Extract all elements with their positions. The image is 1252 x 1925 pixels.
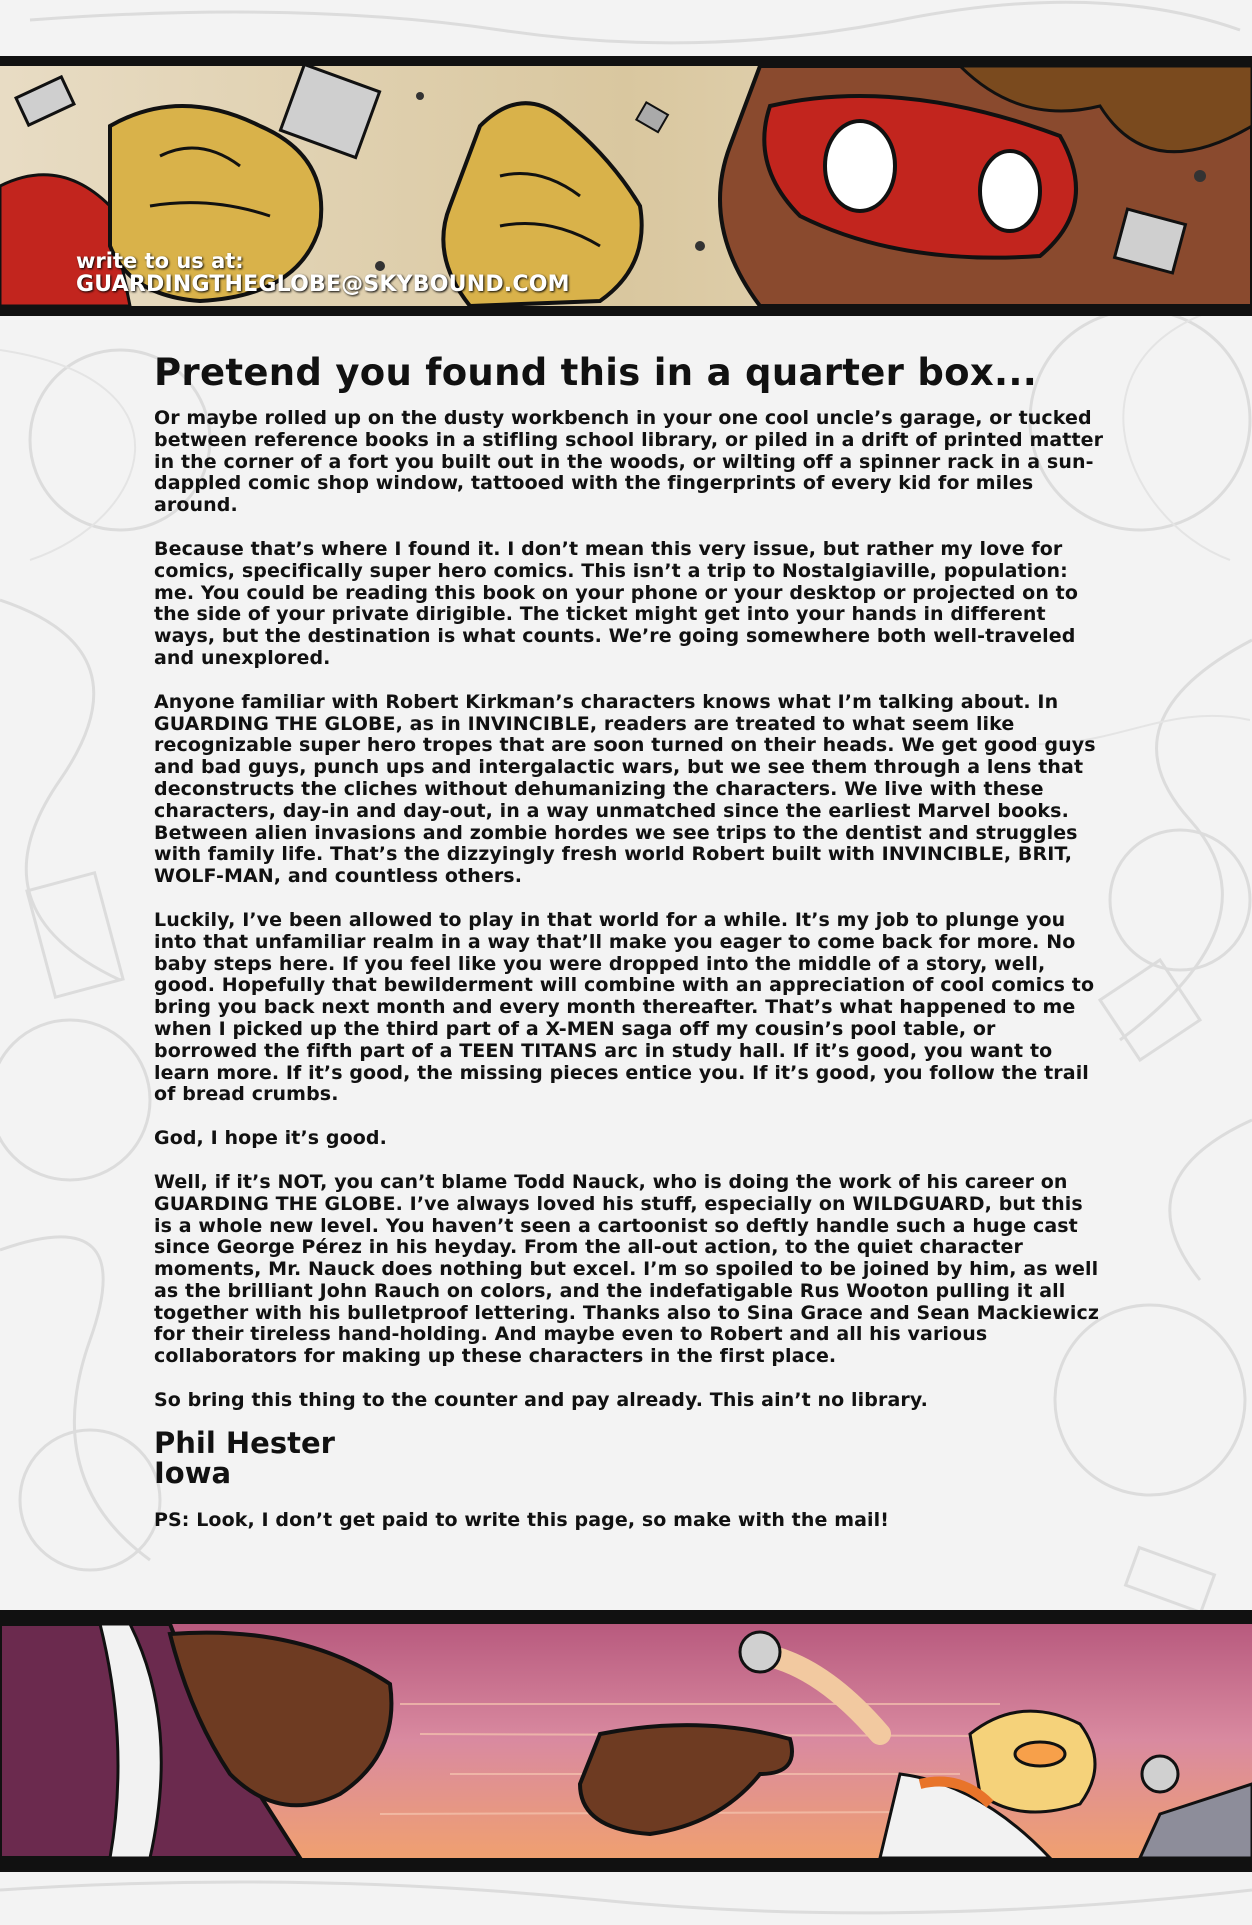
contact-info bbox=[76, 250, 570, 296]
contact-label: write to us at: bbox=[76, 249, 244, 273]
page-title: Pretend you found this in a quarter box... bbox=[154, 351, 1038, 394]
paragraph-1: Or maybe rolled up on the dusty workbench in your one cool uncle’s garage, or tucked between reference books in a stifling school library, or piled in a drift of printed matter in the corner of a fort you built out in the woods, or wilting off a spinner rack in a sun-dappled comic shop window, tattooed with the fingerprints of every kid for miles around. bbox=[154, 407, 1104, 517]
letters-column bbox=[154, 352, 1104, 1554]
contact-email[interactable]: GUARDINGTHEGLOBE@SKYBOUND.COM bbox=[76, 272, 570, 297]
postscript: PS: Look, I don’t get paid to write this page, so make with the mail! bbox=[154, 1508, 890, 1531]
signature-place: Iowa bbox=[154, 1455, 232, 1490]
signature bbox=[154, 1425, 1104, 1490]
paragraph-2: Because that’s where I found it. I don’t mean this very issue, but rather my love for comics, specifically super hero comics. This isn’t a trip to Nostalgiaville, population: me. You could be reading this book on your phone or your desktop or projected on to the side of your private dirigible. The ticket might get into your hands in different ways, but the destination is what counts. We’re going somewhere both well-traveled and unexplored. bbox=[154, 537, 1078, 669]
paragraph-6: Well, if it’s NOT, you can’t blame Todd Nauck, who is doing the work of his career on GUARDING THE GLOBE. I’ve always loved his stuff, especially on WILDGUARD, but this is a whole new level. You haven’t seen a cartoonist so deftly handle such a huge cast since George Pérez in his heyday. From the all-out action, to the quiet character moments, Mr. Nauck does nothing but excel. I’m so spoiled to be joined by him, as well as the brilliant John Rauch on colors, and the indefatigable Rus Wooton pulling it all together with his bulletproof lettering. Thanks also to Sina Grace and Sean Mackiewicz for their tireless hand-holding. And maybe even to Robert and all his various collaborators for making up these characters in the first place. bbox=[154, 1170, 1099, 1368]
signature-name: Phil Hester bbox=[154, 1425, 335, 1460]
paragraph-4: Luckily, I’ve been allowed to play in that world for a while. It’s my job to plunge you into that unfamiliar realm in a way that’ll make you eager to come back for more. No baby steps here. If you feel like you were dropped into the middle of a story, well, good. Hopefully that bewilderment will combine with an appreciation of cool comics to bring you back next month and every month thereafter. That’s what happened to me when I picked up the third part of a X-MEN saga off my cousin’s pool table, or borrowed the fifth part of a TEEN TITANS arc in study hall. If it’s good, you want to learn more. If it’s good, the missing pieces entice you. If it’s good, you follow the trail of bread crumbs. bbox=[154, 908, 1095, 1106]
bottom-banner-art bbox=[0, 1624, 1252, 1858]
paragraph-5: God, I hope it’s good. bbox=[154, 1127, 387, 1150]
bottom-comic-banner bbox=[0, 1610, 1252, 1872]
paragraph-3: Anyone familiar with Robert Kirkman’s characters knows what I’m talking about. In GUARDING THE GLOBE, as in INVINCIBLE, readers are treated to what seem like recognizable super hero tropes that are soon turned on their heads. We get good guys and bad guys, punch ups and intergalactic wars, but we see them through a lens that deconstructs the cliches without dehumanizing the characters. We live with these characters, day-in and day-out, in a way unmatched since the earliest Marvel books. Between alien invasions and zombie hordes we see trips to the dentist and struggles with family life. That’s the dizzyingly fresh world Robert built with INVINCIBLE, BRIT, WOLF-MAN, and countless others. bbox=[154, 690, 1096, 888]
paragraph-7: So bring this thing to the counter and pay already. This ain’t no library. bbox=[154, 1389, 928, 1412]
